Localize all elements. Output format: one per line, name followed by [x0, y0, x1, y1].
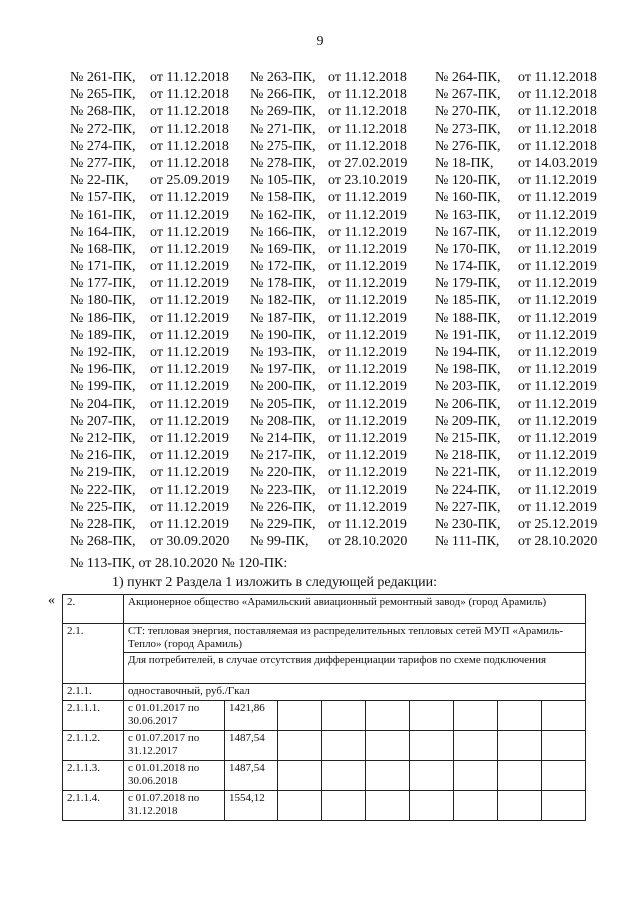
empty-cell: [410, 701, 454, 731]
decree-number: № 212-ПК,: [70, 430, 136, 446]
decree-date: от 11.12.2018: [518, 104, 597, 120]
decree-row: [70, 293, 610, 310]
decree-row: [70, 345, 610, 362]
decree-number: № 273-ПК,: [435, 121, 501, 137]
decree-number: № 203-ПК,: [435, 379, 501, 395]
decree-date: от 11.12.2018: [150, 121, 229, 137]
decree-number: № 190-ПК,: [250, 327, 316, 343]
empty-cell: [498, 701, 542, 731]
decree-number: № 225-ПК,: [70, 499, 136, 515]
decree-date: от 11.12.2018: [518, 121, 597, 137]
decree-row: [70, 500, 610, 517]
decree-number: № 164-ПК,: [70, 224, 136, 240]
decree-row: [70, 465, 610, 482]
decree-number: № 105-ПК,: [250, 173, 316, 189]
decree-date: от 11.12.2019: [518, 190, 597, 206]
decree-date: от 11.12.2019: [518, 207, 597, 223]
decree-number: № 177-ПК,: [70, 276, 136, 292]
table-row-unit: [63, 684, 586, 701]
decree-date: от 11.12.2019: [328, 482, 407, 498]
decree-date: от 30.09.2020: [150, 534, 230, 550]
empty-cell: [454, 791, 498, 821]
decree-number: № 216-ПК,: [70, 448, 136, 464]
decree-number: № 219-ПК,: [70, 465, 136, 481]
decree-date: от 11.12.2019: [150, 499, 229, 515]
decree-number: № 192-ПК,: [70, 345, 136, 360]
service-type-text: СТ: тепловая энергия, поставляемая из распределительных тепловых сетей МУП «Арамиль-Тепло» (город Арамиль): [124, 624, 586, 653]
decree-number: № 274-ПК,: [70, 138, 136, 154]
empty-cell: [410, 791, 454, 821]
decree-date: от 11.12.2019: [518, 345, 597, 360]
decree-date: от 11.12.2019: [328, 516, 407, 532]
unit-number: 2.1.1.: [63, 684, 124, 701]
decree-number: № 263-ПК,: [250, 70, 316, 85]
decree-date: от 27.02.2019: [328, 155, 408, 171]
decree-number: № 223-ПК,: [250, 482, 316, 498]
decree-row: [70, 414, 610, 431]
decree-date: от 11.12.2019: [518, 396, 597, 412]
decree-date: от 11.12.2019: [328, 499, 407, 515]
row-period: с 01.01.2018 по 30.06.2018: [124, 761, 225, 791]
decree-date: от 11.12.2019: [150, 465, 229, 481]
decree-date: от 11.12.2019: [150, 241, 229, 257]
decree-number: № 218-ПК,: [435, 448, 501, 464]
empty-cell: [498, 791, 542, 821]
row-period: с 01.07.2018 по 31.12.2018: [124, 791, 225, 821]
table-row-service-type: [63, 624, 586, 653]
decree-date: от 11.12.2018: [518, 70, 597, 85]
decree-row: [70, 70, 610, 87]
decree-number: № 264-ПК,: [435, 70, 501, 85]
decree-number: № 18-ПК,: [435, 155, 494, 171]
decree-date: от 11.12.2019: [328, 345, 407, 360]
decree-date: от 11.12.2019: [150, 413, 229, 429]
decree-date: от 11.12.2018: [150, 87, 229, 103]
decree-number: № 170-ПК,: [435, 241, 501, 257]
decree-row: [70, 259, 610, 276]
decree-date: от 11.12.2019: [328, 276, 407, 292]
decree-number: № 261-ПК,: [70, 70, 136, 85]
decree-date: от 11.12.2019: [150, 276, 229, 292]
decree-date: от 11.12.2018: [328, 104, 407, 120]
table-row-consumers: [63, 653, 586, 684]
service-type-number: 2.1.: [63, 624, 124, 684]
decree-date: от 11.12.2019: [518, 362, 597, 378]
decree-date: от 11.12.2019: [150, 362, 229, 378]
decree-number: № 226-ПК,: [250, 499, 316, 515]
decree-row: [70, 190, 610, 207]
decree-number: № 182-ПК,: [250, 293, 316, 309]
decree-date: от 11.12.2019: [518, 482, 597, 498]
decree-date: от 11.12.2019: [328, 259, 407, 275]
decree-number: № 189-ПК,: [70, 327, 136, 343]
decree-number: № 228-ПК,: [70, 516, 136, 532]
decree-number: № 207-ПК,: [70, 413, 136, 429]
decree-date: от 14.03.2019: [518, 155, 598, 171]
decree-row: [70, 122, 610, 139]
decree-number: № 208-ПК,: [250, 413, 316, 429]
empty-cell: [542, 701, 586, 731]
decree-number: № 162-ПК,: [250, 207, 316, 223]
decree-date: от 11.12.2019: [518, 276, 597, 292]
decree-date: от 11.12.2019: [518, 430, 597, 446]
decree-number: № 197-ПК,: [250, 362, 316, 378]
decree-number: № 160-ПК,: [435, 190, 501, 206]
decree-date: от 11.12.2019: [150, 310, 229, 326]
decree-number: № 227-ПК,: [435, 499, 501, 515]
decree-number: № 199-ПК,: [70, 379, 136, 395]
amendment-instruction: 1) пункт 2 Раздела 1 изложить в следующей редакции:: [112, 575, 437, 590]
decree-number: № 217-ПК,: [250, 448, 316, 464]
decree-date: от 11.12.2019: [150, 396, 229, 412]
decree-number: № 166-ПК,: [250, 224, 316, 240]
table-row: [63, 791, 586, 821]
decree-date: от 11.12.2018: [150, 155, 229, 171]
decree-row: [70, 311, 610, 328]
empty-cell: [278, 761, 322, 791]
decree-number: № 224-ПК,: [435, 482, 501, 498]
decree-date: от 11.12.2019: [518, 327, 597, 343]
decree-date: от 11.12.2019: [518, 465, 597, 481]
decree-row: [70, 87, 610, 104]
decree-number: № 271-ПК,: [250, 121, 316, 137]
decree-number: № 272-ПК,: [70, 121, 136, 137]
decree-number: № 230-ПК,: [435, 516, 501, 532]
decree-date: от 11.12.2019: [328, 413, 407, 429]
empty-cell: [542, 761, 586, 791]
decree-number: № 158-ПК,: [250, 190, 316, 206]
decree-list-tail: № 113-ПК, от 28.10.2020 № 120-ПК:: [70, 556, 288, 571]
decree-date: от 11.12.2019: [150, 448, 229, 464]
decree-date: от 11.12.2019: [518, 448, 597, 464]
decree-date: от 11.12.2019: [328, 362, 407, 378]
row-value: 1421,86: [225, 701, 278, 731]
org-number: 2.: [63, 595, 124, 624]
row-number: 2.1.1.1.: [63, 701, 124, 731]
decree-row: [70, 362, 610, 379]
decree-number: № 99-ПК,: [250, 534, 309, 550]
row-number: 2.1.1.4.: [63, 791, 124, 821]
decree-date: от 11.12.2019: [518, 293, 597, 309]
tariff-table: [62, 594, 586, 821]
empty-cell: [410, 761, 454, 791]
decree-row: [70, 276, 610, 293]
decree-date: от 11.12.2019: [150, 207, 229, 223]
decree-number: № 179-ПК,: [435, 276, 501, 292]
row-number: 2.1.1.3.: [63, 761, 124, 791]
decree-date: от 11.12.2019: [518, 259, 597, 275]
decree-list: [70, 70, 610, 551]
decree-number: № 163-ПК,: [435, 207, 501, 223]
decree-date: от 11.12.2019: [328, 327, 407, 343]
empty-cell: [322, 791, 366, 821]
row-value: 1487,54: [225, 761, 278, 791]
empty-cell: [366, 701, 410, 731]
decree-date: от 11.12.2019: [150, 482, 229, 498]
decree-date: от 11.12.2019: [328, 241, 407, 257]
decree-date: от 11.12.2019: [518, 379, 597, 395]
decree-date: от 28.10.2020: [518, 534, 598, 550]
row-period: с 01.07.2017 по 31.12.2017: [124, 731, 225, 761]
empty-cell: [322, 731, 366, 761]
decree-number: № 194-ПК,: [435, 345, 501, 360]
decree-number: № 277-ПК,: [70, 155, 136, 171]
decree-row: [70, 225, 610, 242]
decree-number: № 178-ПК,: [250, 276, 316, 292]
empty-cell: [542, 731, 586, 761]
unit-text: одноставочный, руб./Гкал: [124, 684, 586, 701]
decree-date: от 11.12.2019: [518, 499, 597, 515]
row-number: 2.1.1.2.: [63, 731, 124, 761]
decree-row: [70, 139, 610, 156]
decree-date: от 11.12.2019: [150, 190, 229, 206]
decree-date: от 11.12.2019: [328, 190, 407, 206]
decree-row: [70, 483, 610, 500]
decree-date: от 11.12.2019: [518, 241, 597, 257]
decree-number: № 276-ПК,: [435, 138, 501, 154]
decree-number: № 266-ПК,: [250, 87, 316, 103]
decree-number: № 278-ПК,: [250, 155, 316, 171]
page-number: 9: [316, 34, 324, 49]
decree-date: от 11.12.2019: [150, 345, 229, 360]
decree-date: от 25.12.2019: [518, 516, 598, 532]
decree-number: № 204-ПК,: [70, 396, 136, 412]
decree-row: [70, 173, 610, 190]
decree-row: [70, 534, 610, 551]
decree-number: № 111-ПК,: [435, 534, 500, 550]
decree-date: от 11.12.2019: [150, 516, 229, 532]
decree-row: [70, 104, 610, 121]
decree-number: № 275-ПК,: [250, 138, 316, 154]
decree-date: от 11.12.2019: [328, 207, 407, 223]
decree-date: от 11.12.2018: [328, 138, 407, 154]
decree-date: от 11.12.2018: [328, 121, 407, 137]
decree-number: № 193-ПК,: [250, 345, 316, 360]
empty-cell: [410, 731, 454, 761]
decree-date: от 11.12.2019: [328, 396, 407, 412]
decree-date: от 11.12.2019: [328, 310, 407, 326]
decree-date: от 11.12.2019: [150, 379, 229, 395]
decree-number: № 185-ПК,: [435, 293, 501, 309]
decree-date: от 11.12.2019: [328, 465, 407, 481]
row-period: с 01.01.2017 по 30.06.2017: [124, 701, 225, 731]
decree-number: № 267-ПК,: [435, 87, 501, 103]
decree-date: от 11.12.2019: [328, 379, 407, 395]
decree-date: от 11.12.2019: [328, 293, 407, 309]
decree-number: № 268-ПК,: [70, 534, 136, 550]
decree-date: от 11.12.2018: [150, 70, 229, 85]
decree-date: от 11.12.2018: [150, 104, 229, 120]
decree-number: № 188-ПК,: [435, 310, 501, 326]
decree-date: от 11.12.2018: [518, 87, 597, 103]
decree-number: № 200-ПК,: [250, 379, 316, 395]
empty-cell: [278, 701, 322, 731]
decree-date: от 11.12.2018: [518, 138, 597, 154]
decree-number: № 168-ПК,: [70, 241, 136, 257]
empty-cell: [542, 791, 586, 821]
decree-date: от 23.10.2019: [328, 173, 408, 189]
decree-number: № 265-ПК,: [70, 87, 136, 103]
empty-cell: [498, 731, 542, 761]
decree-number: № 221-ПК,: [435, 465, 501, 481]
decree-row: [70, 397, 610, 414]
decree-number: № 209-ПК,: [435, 413, 501, 429]
decree-date: от 11.12.2018: [328, 70, 407, 85]
row-value: 1554,12: [225, 791, 278, 821]
decree-date: от 11.12.2019: [328, 224, 407, 240]
decree-number: № 198-ПК,: [435, 362, 501, 378]
table-row-organization: [63, 595, 586, 624]
decree-date: от 11.12.2019: [518, 310, 597, 326]
decree-date: от 11.12.2019: [150, 327, 229, 343]
decree-date: от 11.12.2019: [328, 430, 407, 446]
empty-cell: [322, 701, 366, 731]
decree-date: от 11.12.2019: [150, 430, 229, 446]
decree-date: от 11.12.2019: [150, 259, 229, 275]
decree-number: № 191-ПК,: [435, 327, 501, 343]
opening-quote: «: [48, 593, 55, 608]
decree-number: № 120-ПК,: [435, 173, 501, 189]
decree-number: № 220-ПК,: [250, 465, 316, 481]
empty-cell: [454, 731, 498, 761]
decree-date: от 11.12.2019: [150, 224, 229, 240]
empty-cell: [366, 761, 410, 791]
decree-number: № 169-ПК,: [250, 241, 316, 257]
table-row: [63, 701, 586, 731]
decree-date: от 11.12.2018: [328, 87, 407, 103]
decree-number: № 171-ПК,: [70, 259, 136, 275]
decree-date: от 25.09.2019: [150, 173, 230, 189]
decree-date: от 11.12.2019: [328, 448, 407, 464]
empty-cell: [498, 761, 542, 791]
decree-row: [70, 448, 610, 465]
decree-number: № 214-ПК,: [250, 430, 316, 446]
decree-date: от 28.10.2020: [328, 534, 408, 550]
decree-number: № 22-ПК,: [70, 173, 129, 189]
decree-number: № 161-ПК,: [70, 207, 136, 223]
decree-row: [70, 328, 610, 345]
decree-number: № 215-ПК,: [435, 430, 501, 446]
decree-number: № 172-ПК,: [250, 259, 316, 275]
decree-row: [70, 208, 610, 225]
decree-number: № 196-ПК,: [70, 362, 136, 378]
decree-number: № 186-ПК,: [70, 310, 136, 326]
decree-date: от 11.12.2019: [518, 224, 597, 240]
empty-cell: [366, 791, 410, 821]
decree-row: [70, 156, 610, 173]
decree-number: № 229-ПК,: [250, 516, 316, 532]
decree-number: № 205-ПК,: [250, 396, 316, 412]
decree-date: от 11.12.2018: [150, 138, 229, 154]
decree-row: [70, 379, 610, 396]
decree-number: № 157-ПК,: [70, 190, 136, 206]
decree-date: от 11.12.2019: [518, 413, 597, 429]
decree-number: № 167-ПК,: [435, 224, 501, 240]
decree-row: [70, 517, 610, 534]
decree-number: № 269-ПК,: [250, 104, 316, 120]
empty-cell: [278, 731, 322, 761]
row-value: 1487,54: [225, 731, 278, 761]
decree-date: от 11.12.2019: [150, 293, 229, 309]
decree-number: № 268-ПК,: [70, 104, 136, 120]
decree-number: № 180-ПК,: [70, 293, 136, 309]
decree-row: [70, 242, 610, 259]
empty-cell: [366, 731, 410, 761]
empty-cell: [454, 761, 498, 791]
decree-number: № 270-ПК,: [435, 104, 501, 120]
decree-number: № 222-ПК,: [70, 482, 136, 498]
table-row: [63, 731, 586, 761]
empty-cell: [322, 761, 366, 791]
decree-row: [70, 431, 610, 448]
decree-number: № 206-ПК,: [435, 396, 501, 412]
decree-date: от 11.12.2019: [518, 173, 597, 189]
table-row: [63, 761, 586, 791]
decree-number: № 174-ПК,: [435, 259, 501, 275]
decree-number: № 187-ПК,: [250, 310, 316, 326]
empty-cell: [454, 701, 498, 731]
empty-cell: [278, 791, 322, 821]
consumers-text: Для потребителей, в случае отсутствия дифференциации тарифов по схеме подключения: [124, 653, 586, 684]
org-name: Акционерное общество «Арамильский авиационный ремонтный завод» (город Арамиль): [124, 595, 586, 624]
